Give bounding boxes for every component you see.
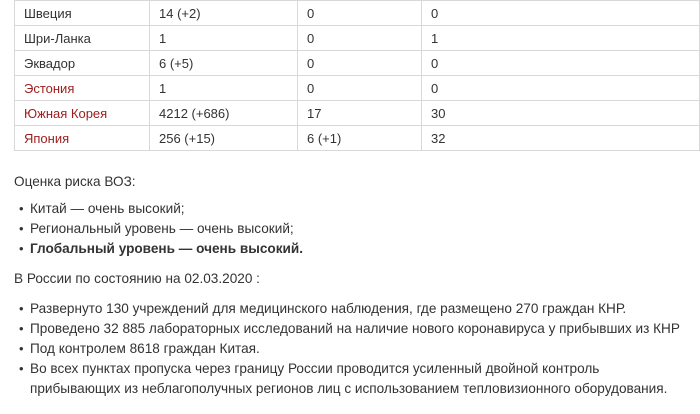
bullet-icon: •	[19, 361, 24, 376]
list-item: • Во всех пунктах пропуска через границу России проводится усиленный двойной контроль	[14, 359, 700, 379]
cases-cell: 4212 (+686)	[150, 101, 298, 126]
recovered-cell: 0	[422, 51, 700, 76]
bullet-icon: •	[19, 341, 24, 356]
country-cell[interactable]: Южная Корея	[15, 101, 150, 126]
cases-cell: 1	[150, 26, 298, 51]
country-cell: Шри-Ланка	[15, 26, 150, 51]
bullet-icon: •	[19, 221, 24, 236]
table-row	[15, 51, 700, 76]
recovered-cell: 30	[422, 101, 700, 126]
who-risk-heading: Оценка риска ВОЗ:	[14, 174, 136, 189]
cases-cell: 14 (+2)	[150, 1, 298, 26]
recovered-cell: 0	[422, 76, 700, 101]
country-cell: Швеция	[15, 1, 150, 26]
bullet-icon: •	[19, 241, 24, 256]
country-cell: Эквадор	[15, 51, 150, 76]
table-row	[15, 26, 700, 51]
table-row	[15, 126, 700, 151]
list-item: • Региональный уровень — очень высокий;	[14, 219, 700, 239]
table-row	[15, 1, 700, 26]
recovered-cell: 0	[422, 1, 700, 26]
bullet-icon: •	[19, 321, 24, 336]
table-row	[15, 101, 700, 126]
list-item: • Развернуто 130 учреждений для медицинского наблюдения, где размещено 270 граждан КНР.	[14, 299, 700, 319]
list-item-continuation: прибывающих из неблагополучных регионов лиц с использованием тепловизионного оборудования.	[30, 381, 668, 396]
who-risk-list	[14, 199, 700, 259]
deaths-cell: 0	[298, 26, 422, 51]
deaths-cell: 0	[298, 51, 422, 76]
deaths-cell: 0	[298, 1, 422, 26]
country-cell[interactable]: Япония	[15, 126, 150, 151]
cases-cell: 6 (+5)	[150, 51, 298, 76]
article-body	[14, 172, 700, 399]
deaths-cell: 6 (+1)	[298, 126, 422, 151]
bullet-icon: •	[19, 301, 24, 316]
deaths-cell: 17	[298, 101, 422, 126]
russia-status-heading: В России по состоянию на 02.03.2020 :	[14, 271, 260, 286]
russia-status-list	[14, 299, 700, 399]
recovered-cell: 1	[422, 26, 700, 51]
list-item: • Глобальный уровень — очень высокий.	[14, 239, 700, 259]
cases-cell: 256 (+15)	[150, 126, 298, 151]
country-stats-table	[14, 0, 700, 151]
recovered-cell: 32	[422, 126, 700, 151]
table-body	[15, 1, 700, 151]
table-row	[15, 76, 700, 101]
list-item: • Под контролем 8618 граждан Китая.	[14, 339, 700, 359]
list-item: • Китай — очень высокий;	[14, 199, 700, 219]
cases-cell: 1	[150, 76, 298, 101]
bullet-icon: •	[19, 201, 24, 216]
country-cell[interactable]: Эстония	[15, 76, 150, 101]
list-item: • Проведено 32 885 лабораторных исследований на наличие нового коронавируса у прибывших из КНР	[14, 319, 700, 339]
deaths-cell: 0	[298, 76, 422, 101]
